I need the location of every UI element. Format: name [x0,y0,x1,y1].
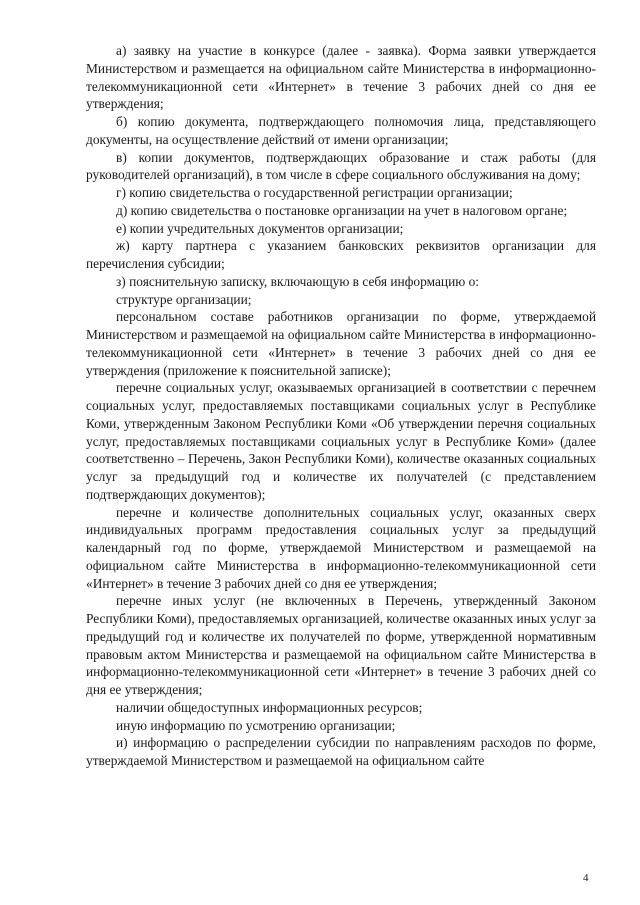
paragraph: иную информацию по усмотрению организации; [116,717,396,733]
paragraph: перечне и количестве дополнительных социальных услуг, оказанных сверх индивидуальных программ предоставления социальных услуг за предыдущий календарный год по форме, утверждаемой Министерством и размещаемой на официальном сайте Министерства в информационно-телекоммуникационной сети «Интернет» в течение 3 рабочих дней со дня ее утверждения; [86,504,596,591]
paragraph: а) заявку на участие в конкурсе (далее - заявка). Форма заявки утверждается Министерством и размещается на официальном сайте Министерства в информационно-телекоммуникационной сети «Интернет» в течение 3 рабочих дней со дня ее утверждения; [86,43,596,112]
paragraph: в) копии документов, подтверждающих образование и стаж работы (для руководителей организаций), в том числе в сфере социального обслуживания на дому; [86,149,596,183]
paragraph: перечне социальных услуг, оказываемых организацией в соответствии с перечнем социальных услуг, предоставляемых поставщиками социальных услуг в Республике Коми, утвержденным Законом Республики Коми «Об утверждении перечня социальных услуг, предоставляемых поставщиками социальных услуг в Республике Коми» (далее соответственно – Перечень, Закон Республики Коми), количестве оказанных социальных услуг за предыдущий год и количестве их получателей (с представлением подтверждающих документов); [86,380,596,502]
document-body [86,42,596,770]
paragraph: ж) карту партнера с указанием банковских реквизитов организации для перечисления субсидии; [86,238,596,271]
paragraph: б) копию документа, подтверждающего полномочия лица, представляющего документы, на осуществление действий от имени организации; [86,114,596,147]
paragraph: персональном составе работников организации по форме, утверждаемой Министерством и размещаемой на официальном сайте Министерства в информационно-телекоммуникационной сети «Интернет» в течение 3 рабочих дней со дня ее утверждения (приложение к пояснительной записке); [86,309,596,378]
paragraph: е) копии учредительных документов организации; [116,220,404,236]
paragraph: и) информацию о распределении субсидии по направлениям расходов по форме, утверждаемой Министерством и размещаемой на официальном сайте [86,735,596,768]
paragraph: г) копию свидетельства о государственной регистрации организации; [116,185,513,200]
paragraph: структуре организации; [116,291,252,307]
paragraph: перечне иных услуг (не включенных в Перечень, утвержденный Законом Республики Коми), предоставляемых организацией, количестве оказанных иных услуг за предыдущий год и количестве их получателей по форме, утвержденной нормативным правовым актом Министерства и размещаемой на официальном сайте Министерства в информационно-телекоммуникационной сети «Интернет» в течение 3 рабочих дней со дня ее утверждения; [86,593,596,697]
paragraph: д) копию свидетельства о постановке организации на учет в налоговом органе; [116,202,568,218]
paragraph: з) пояснительную записку, включающую в себя информацию о: [116,273,480,289]
paragraph: наличии общедоступных информационных ресурсов; [116,699,423,715]
page-number: 4 [583,872,589,884]
